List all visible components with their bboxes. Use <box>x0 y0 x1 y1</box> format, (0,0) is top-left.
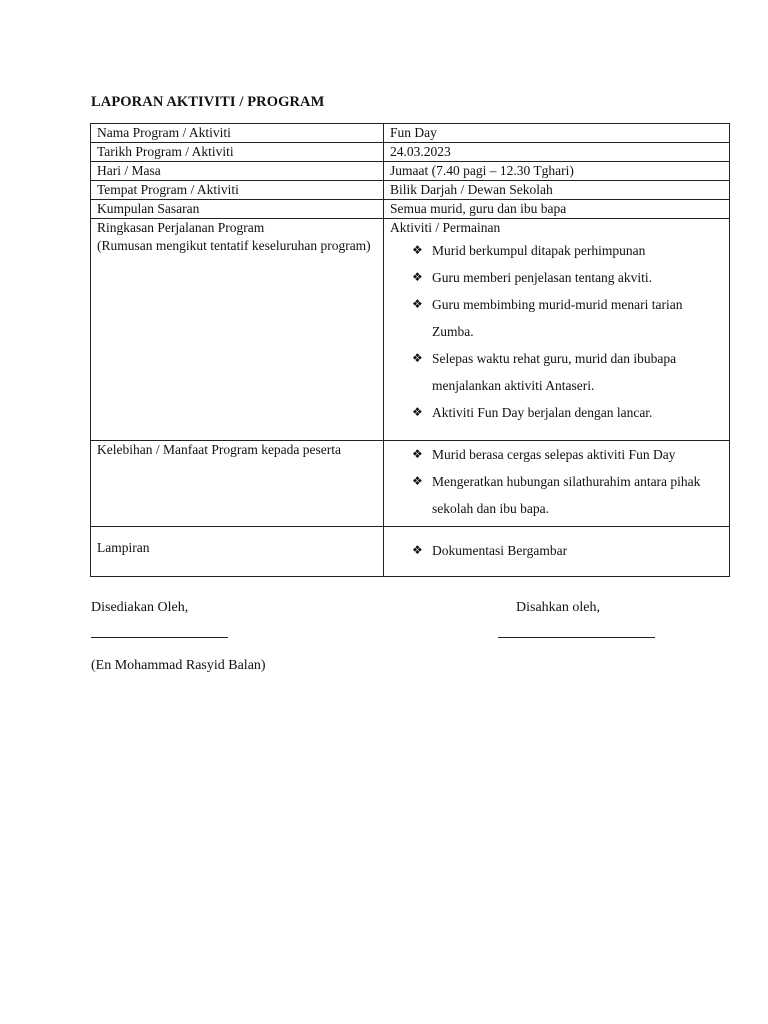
row-value: Bilik Darjah / Dewan Sekolah <box>384 181 730 200</box>
list-item <box>412 237 723 264</box>
list-item <box>412 537 723 564</box>
kelebihan-value-cell <box>384 441 730 527</box>
list-item <box>412 399 723 426</box>
diamond-bullet-icon: ❖ <box>412 405 423 419</box>
lampiran-label: Lampiran <box>97 540 150 555</box>
lampiran-list <box>390 537 723 576</box>
diamond-bullet-icon: ❖ <box>412 243 423 257</box>
row-label: Kumpulan Sasaran <box>91 200 384 219</box>
preparer-name: (En Mohammad Rasyid Balan) <box>91 658 266 673</box>
table-row <box>91 181 730 200</box>
ringkasan-list <box>390 237 723 440</box>
list-item-text: Murid berasa cergas selepas aktiviti Fun Day <box>432 447 676 462</box>
approved-by-label: Disahkan oleh, <box>516 600 600 615</box>
diamond-bullet-icon: ❖ <box>412 351 423 365</box>
table-row-kelebihan <box>91 441 730 527</box>
row-label: Tempat Program / Aktiviti <box>91 181 384 200</box>
list-item-text: Mengeratkan hubungan silathurahim antara pihak sekolah dan ibu bapa. <box>432 474 701 516</box>
table-row <box>91 200 730 219</box>
list-item-text: Dokumentasi Bergambar <box>432 543 568 558</box>
row-value: Fun Day <box>384 124 730 143</box>
table-row-ringkasan <box>91 219 730 441</box>
list-item-text: Guru membimbing murid-murid menari tarian Zumba. <box>432 297 683 339</box>
row-label: Nama Program / Aktiviti <box>91 124 384 143</box>
signature-line-left <box>91 637 228 638</box>
diamond-bullet-icon: ❖ <box>412 297 423 311</box>
table-row <box>91 124 730 143</box>
table-row-lampiran <box>91 527 730 577</box>
list-item <box>412 264 723 291</box>
list-item <box>412 441 723 468</box>
kelebihan-list <box>390 441 723 526</box>
lampiran-value-cell <box>384 527 730 577</box>
list-item <box>412 345 723 399</box>
lampiran-label-cell <box>91 527 384 577</box>
kelebihan-label: Kelebihan / Manfaat Program kepada peserta <box>91 441 384 527</box>
diamond-bullet-icon: ❖ <box>412 447 423 461</box>
table-row <box>91 162 730 181</box>
ringkasan-value-cell <box>384 219 730 441</box>
list-item-text: Murid berkumpul ditapak perhimpunan <box>432 243 646 258</box>
ringkasan-heading: Aktiviti / Permainan <box>390 220 501 235</box>
diamond-bullet-icon: ❖ <box>412 270 423 284</box>
row-label: Tarikh Program / Aktiviti <box>91 143 384 162</box>
ringkasan-label-cell <box>91 219 384 441</box>
prepared-by-label: Disediakan Oleh, <box>91 600 189 615</box>
list-item <box>412 468 723 522</box>
list-item-text: Selepas waktu rehat guru, murid dan ibubapa menjalankan aktiviti Antaseri. <box>432 351 677 393</box>
report-table <box>90 123 730 577</box>
row-value: Jumaat (7.40 pagi – 12.30 Tghari) <box>384 162 730 181</box>
report-title: LAPORAN AKTIVITI / PROGRAM <box>91 94 325 110</box>
diamond-bullet-icon: ❖ <box>412 543 423 557</box>
signature-line-right <box>498 637 655 638</box>
row-value: Semua murid, guru dan ibu bapa <box>384 200 730 219</box>
list-item <box>412 291 723 345</box>
list-item-text: Aktiviti Fun Day berjalan dengan lancar. <box>432 405 653 420</box>
ringkasan-sublabel: (Rumusan mengikut tentatif keseluruhan program) <box>97 238 371 253</box>
row-label: Hari / Masa <box>91 162 384 181</box>
list-item-text: Guru memberi penjelasan tentang akviti. <box>432 270 653 285</box>
row-value: 24.03.2023 <box>384 143 730 162</box>
diamond-bullet-icon: ❖ <box>412 474 423 488</box>
table-row <box>91 143 730 162</box>
ringkasan-label: Ringkasan Perjalanan Program <box>97 220 265 235</box>
